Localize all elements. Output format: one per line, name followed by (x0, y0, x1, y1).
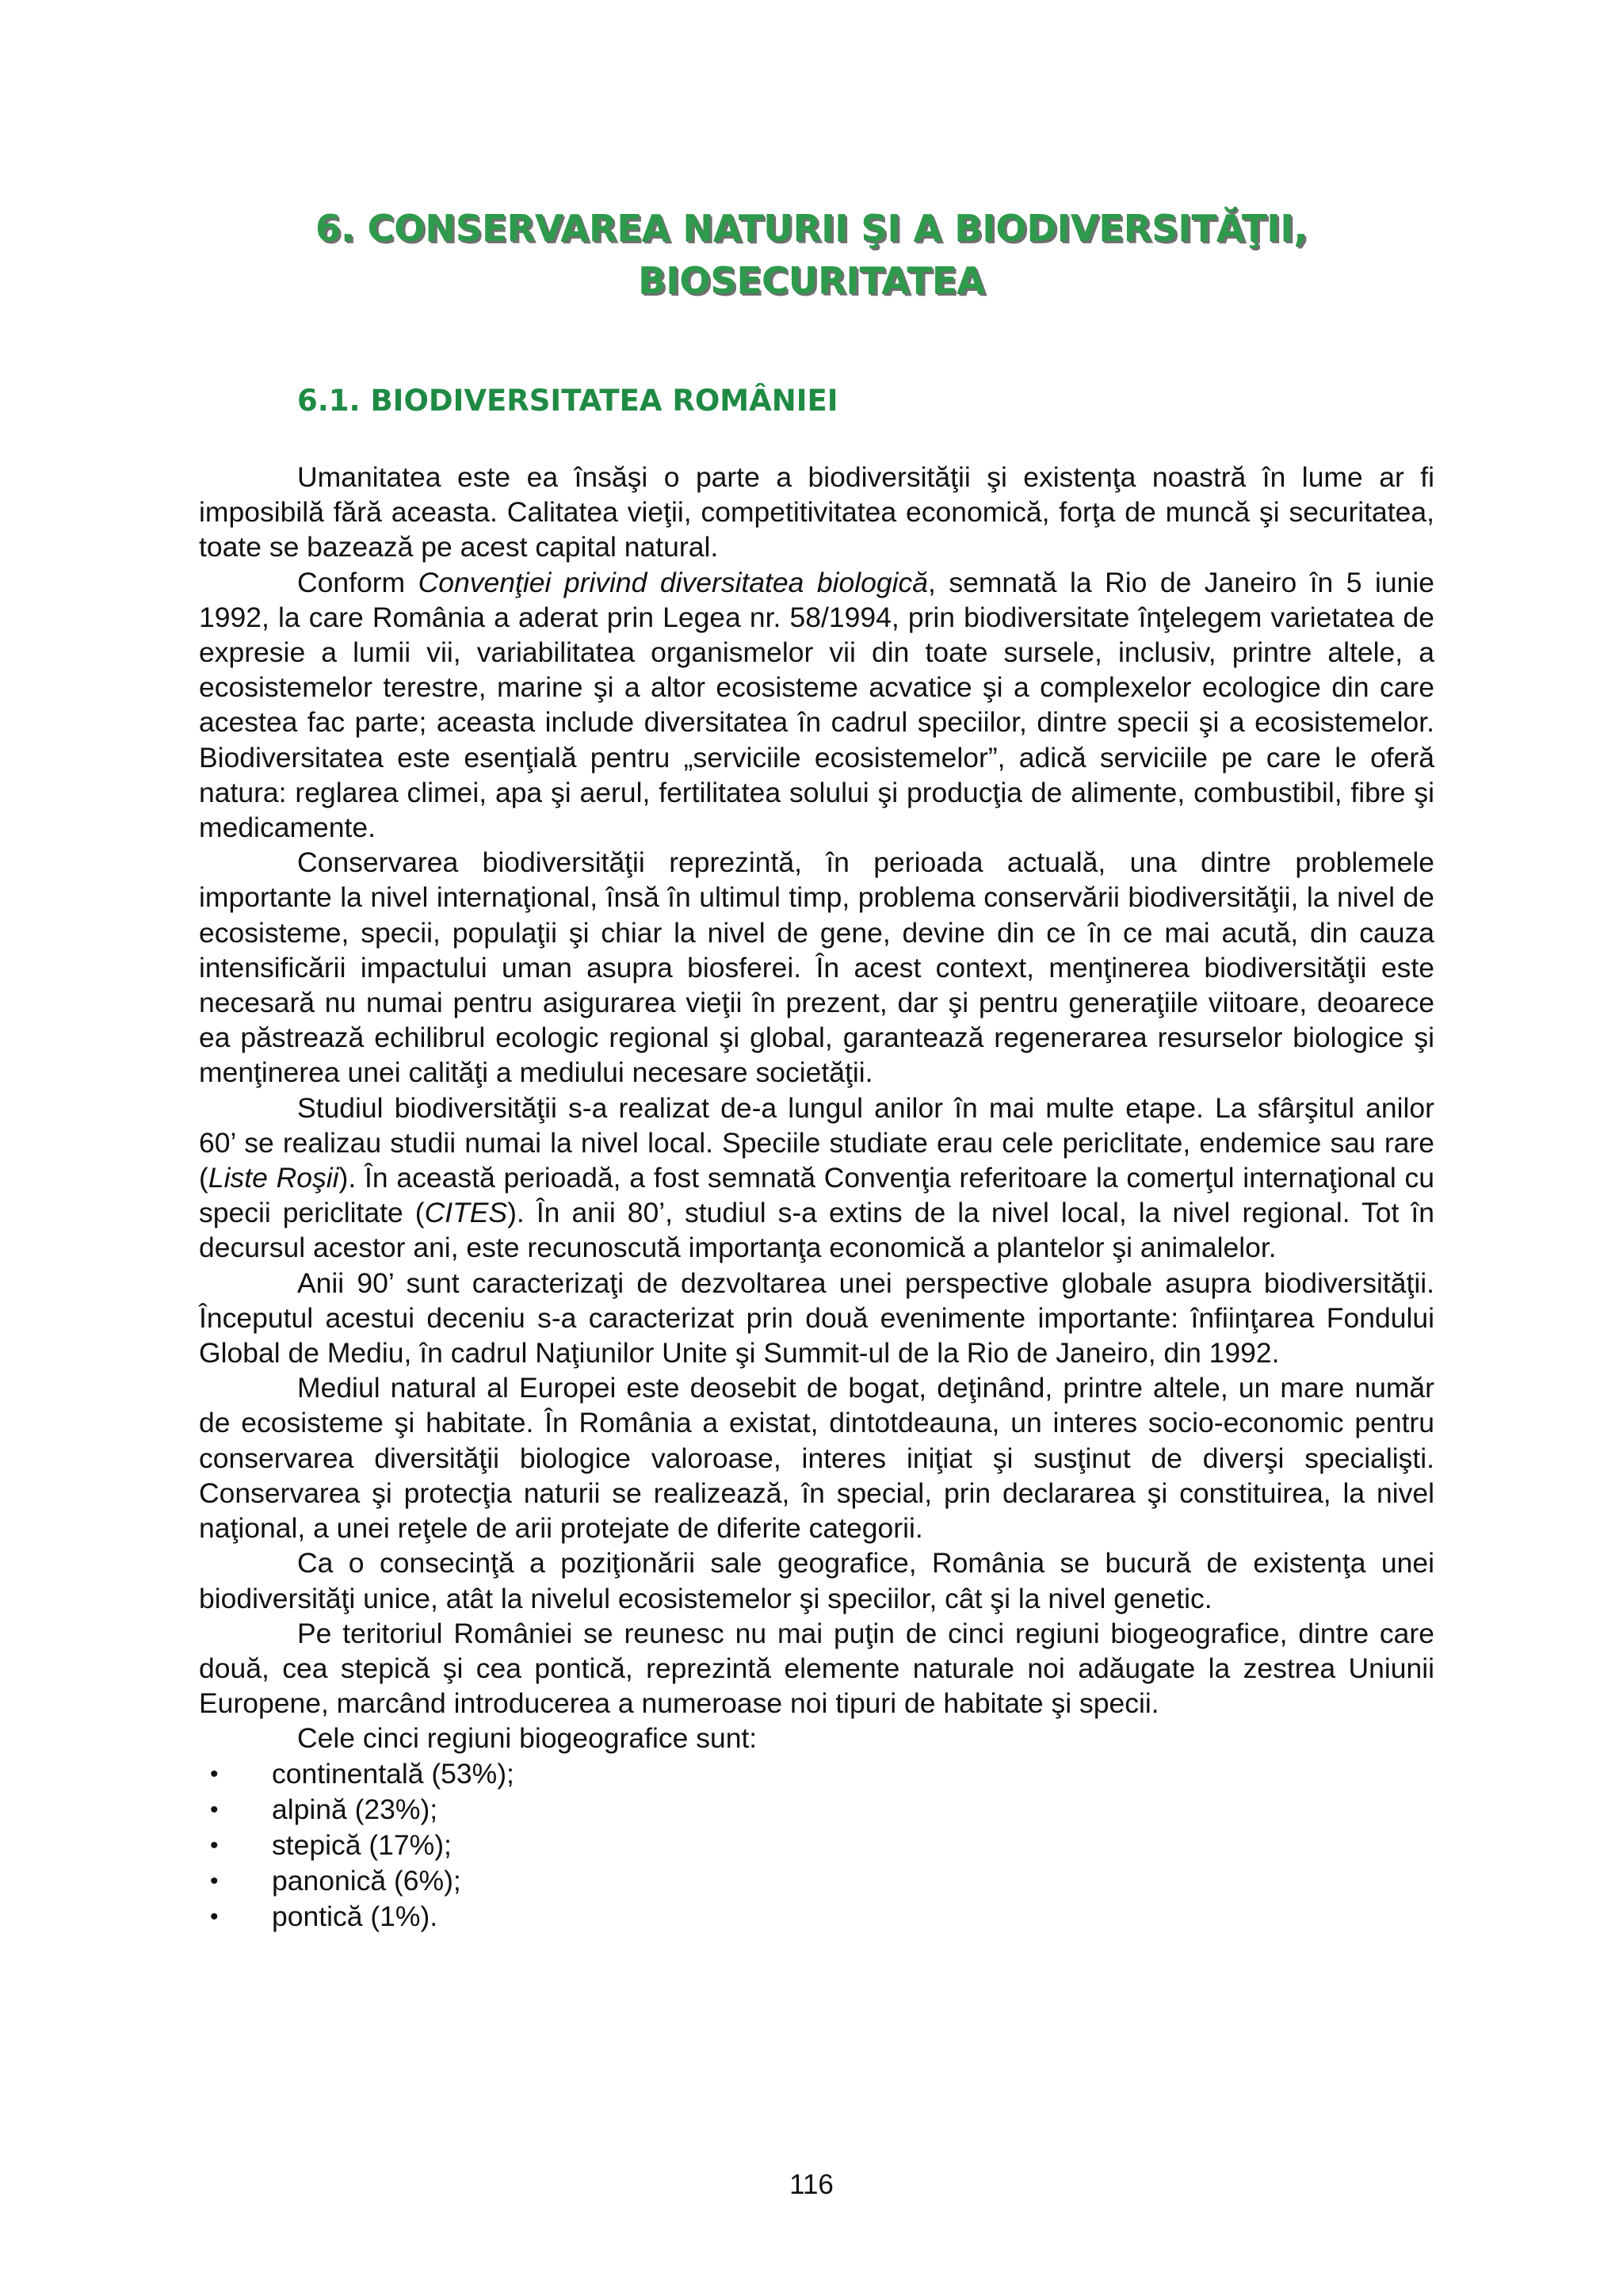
bullet-icon: • (210, 1867, 219, 1894)
chapter-title-line-2: BIOSECURITATEA (638, 259, 985, 302)
paragraph-4-italic-1: Liste Roşii (208, 1162, 339, 1194)
paragraph-2 (199, 565, 1434, 846)
paragraph-4 (199, 1091, 1434, 1266)
paragraph-2-italic: Convenţiei privind diversitatea biologică (418, 566, 929, 598)
paragraph-4-italic-2: CITES (424, 1197, 508, 1229)
section-title: 6.1. BIODIVERSITATEA ROMÂNIEI (297, 384, 838, 418)
bullet-icon: • (210, 1760, 219, 1787)
list-item-label: pontică (1%). (272, 1900, 438, 1932)
chapter-title-line-1: 6. CONSERVAREA NATURII ŞI A BIODIVERSITĂŢII, (315, 207, 1308, 250)
paragraph-8: Pe teritoriul României se reunesc nu mai puţin de cinci regiuni biogeografice, dintre care două, cea stepică şi cea pontică, reprezintă elemente naturale noi adăugate la zestrea Uniunii Europene, marcând introducerea a numeroase noi tipuri de habitate şi specii. (199, 1617, 1434, 1720)
list-item (199, 1792, 1434, 1828)
paragraph-7: Ca o consecinţă a poziţionării sale geografice, România se bucură de existenţa unei biodiversităţi unice, atât la nivelul ecosistemelor şi speciilor, cât şi la nivel genetic. (199, 1547, 1434, 1614)
paragraph-2-text-b: , semnată la Rio de Janeiro în 5 iunie 1992, la care România a aderat prin Legea nr. 58/1994, prin biodiversitate înţelegem varietatea de expresie a lumii vii, variabilitatea organismelor vii din toate sursele, inclusiv, printre altele, a ecosistemelor terestre, marine şi a altor ecosisteme acvatice şi a complexelor ecologice din care acestea fac parte; aceasta include diversitatea în cadrul speciilor, dintre specii şi a ecosistemelor. Biodiversitatea este esenţială pentru „serviciile ecosistemelor”, adică serviciile pe care le oferă natura: reglarea climei, apa şi aerul, fertilitatea solului şi producţia de alimente, combustibil, fibre şi medicamente. (199, 566, 1434, 844)
paragraph-1: Umanitatea este ea însăşi o parte a biodiversităţii şi existenţa noastră în lume ar fi imposibilă fără aceasta. Calitatea vieţii, competitivitatea economică, forţa de muncă şi securitatea, toate se bazează pe acest capital natural. (199, 461, 1434, 563)
paragraph-6: Mediul natural al Europei este deosebit de bogat, deţinând, printre altele, un mare număr de ecosisteme şi habitate. În România a existat, dintotdeauna, un interes socio-economic pentru conservarea diversităţii biologice valoroase, interes iniţiat şi susţinut de diverşi specialişti. Conservarea şi protecţia naturii se realizează, în special, prin declararea şi constituirea, la nivel naţional, a unei reţele de arii protejate de diferite categorii. (199, 1372, 1434, 1545)
paragraph-3: Conservarea biodiversităţii reprezintă, în perioada actuală, una dintre problemele importante la nivel internaţional, însă în ultimul timp, problema conservării biodiversităţii, la nivel de ecosisteme, specii, populaţii şi chiar la nivel de gene, devine din ce în ce mai acută, din cauza intensificării impactului uman asupra biosferei. În acest context, menţinerea biodiversităţii este necesară nu numai pentru asigurarea vieţii în prezent, dar şi pentru generaţiile viitoare, deoarece ea păstrează echilibrul ecologic regional şi global, garantează regenerarea resurselor biologice şi menţinerea unei calităţi a mediului necesare societăţii. (199, 846, 1434, 1089)
body-text (199, 460, 1434, 1935)
list-item (199, 1756, 1434, 1792)
page-number: 116 (789, 2169, 834, 2200)
list-item-label: panonică (6%); (272, 1864, 461, 1897)
list-item-label: continentală (53%); (272, 1757, 514, 1790)
list-item-label: stepică (17%); (272, 1828, 452, 1861)
paragraph-5: Anii 90’ sunt caracterizaţi de dezvoltarea unei perspective globale asupra biodiversităţii. Începutul acestui deceniu s-a caracterizat prin două evenimente importante: înfiinţarea Fondului Global de Mediu, în cadrul Naţiunilor Unite şi Summit-ul de la Rio de Janeiro, din 1992. (199, 1266, 1434, 1370)
paragraph-9: Cele cinci regiuni biogeografice sunt: (297, 1722, 758, 1755)
paragraph-4-text-a: Studiul biodiversităţii s-a realizat de-a lungul anilor în mai multe etape. La sfârşitul anilor 60’ se realizau studii numai la nivel local. Speciile studiate erau cele periclitate, endemice sau rare ( (199, 1091, 1434, 1194)
regions-list (199, 1756, 1434, 1935)
list-item-label: alpină (23%); (272, 1793, 438, 1825)
bullet-icon: • (210, 1796, 219, 1823)
paragraph-2-text-a: Conform (297, 566, 418, 598)
list-item (199, 1899, 1434, 1935)
paragraph-4-text-b: ). În această perioadă, a fost semnată Convenţia referitoare la comerţul internaţional cu specii periclitate ( (199, 1162, 1434, 1229)
paragraph-4-text-c: ). În anii 80’, studiul s-a extins de la nivel local, la nivel regional. Tot în decursul acestor ani, este recunoscută importanţa economică a plantelor şi animalelor. (199, 1197, 1434, 1264)
chapter-title (198, 202, 1425, 307)
bullet-icon: • (210, 1903, 219, 1930)
list-item (199, 1863, 1434, 1899)
bullet-icon: • (210, 1832, 219, 1859)
list-item (199, 1828, 1434, 1863)
